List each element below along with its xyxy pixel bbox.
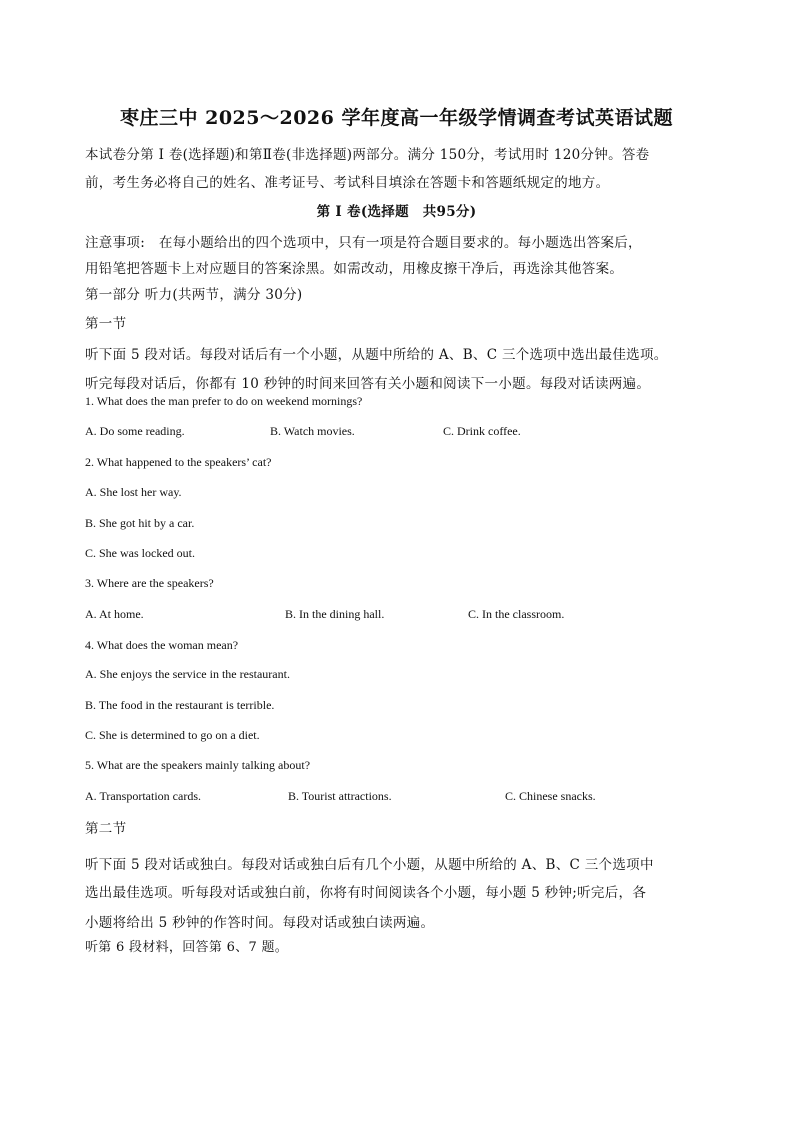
question-3-option-a: A. At home. <box>85 607 144 621</box>
question-1-option-a: A. Do some reading. <box>85 424 185 438</box>
question-3-option-b: B. In the dining hall. <box>285 607 385 621</box>
question-5-option-b: B. Tourist attractions. <box>288 789 392 803</box>
section1-instruction-2: 听完每段对话后，你都有 10 秒钟的时间来回答有关小题和阅读下一小题。每段对话读两遍。 <box>85 376 651 392</box>
question-2-option-a: A. She lost her way. <box>85 485 182 499</box>
exam-title: 枣庄三中 2025～2026 学年度高一年级学情调查考试英语试题 <box>120 107 673 129</box>
question-1-stem: 1. What does the man prefer to do on weekend mornings? <box>85 394 363 408</box>
question-1-option-b: B. Watch movies. <box>270 424 355 438</box>
question-2-stem: 2. What happened to the speakers’ cat? <box>85 455 272 469</box>
section2-instruction-1: 听下面 5 段对话或独白。每段对话或独白后有几个小题，从题中所给的 A、B、C 三个选项中 <box>85 857 654 873</box>
intro-line-1: 本试卷分第 Ⅰ 卷(选择题)和第Ⅱ卷(非选择题)两部分。满分 150分，考试用时 120分钟。答卷 <box>85 147 650 163</box>
intro-line-2: 前，考生务必将自己的姓名、准考证号、考试科目填涂在答题卡和答题纸规定的地方。 <box>85 175 610 191</box>
question-4-option-b: B. The food in the restaurant is terrible. <box>85 698 275 712</box>
section2-material-note: 听第 6 段材料，回答第 6、7 题。 <box>85 940 289 955</box>
question-3-option-c: C. In the classroom. <box>468 607 565 621</box>
question-2-option-b: B. She got hit by a car. <box>85 516 195 530</box>
section2-instruction-3: 小题将给出 5 秒钟的作答时间。每段对话或独白读两遍。 <box>85 915 435 931</box>
part1-heading: 第一部分 听力(共两节，满分 30分) <box>85 287 303 303</box>
section1-heading: 第一节 <box>85 316 127 332</box>
question-4-stem: 4. What does the woman mean? <box>85 638 239 652</box>
question-5-option-a: A. Transportation cards. <box>85 789 201 803</box>
section2-instruction-2: 选出最佳选项。听每段对话或独白前，你将有时间阅读各个小题，每小题 5 秒钟;听完后，各 <box>85 885 647 901</box>
question-5-option-c: C. Chinese snacks. <box>505 789 596 803</box>
section2-heading: 第二节 <box>85 821 127 837</box>
volume-heading: 第 Ⅰ 卷(选择题 共95分) <box>316 204 477 220</box>
notice-line-1: 注意事项: 在每小题给出的四个选项中，只有一项是符合题目要求的。每小题选出答案后， <box>85 235 642 251</box>
question-4-option-a: A. She enjoys the service in the restaurant. <box>85 667 290 681</box>
notice-line-2: 用铅笔把答题卡上对应题目的答案涂黑。如需改动，用橡皮擦干净后，再选涂其他答案。 <box>85 261 624 277</box>
question-5-stem: 5. What are the speakers mainly talking about? <box>85 758 311 772</box>
section1-instruction-1: 听下面 5 段对话。每段对话后有一个小题，从题中所给的 A、B、C 三个选项中选出最佳选项。 <box>85 347 668 363</box>
question-2-option-c: C. She was locked out. <box>85 546 195 560</box>
question-3-stem: 3. Where are the speakers? <box>85 576 214 590</box>
question-4-option-c: C. She is determined to go on a diet. <box>85 728 260 742</box>
question-1-option-c: C. Drink coffee. <box>443 424 521 438</box>
